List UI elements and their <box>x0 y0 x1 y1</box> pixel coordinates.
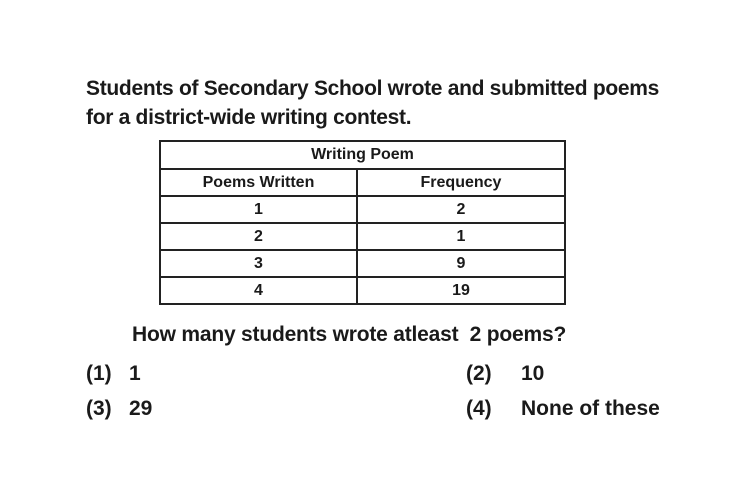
table-header-row <box>160 169 565 196</box>
table-cell-poems: 2 <box>160 223 357 250</box>
frequency-table <box>159 140 566 305</box>
table-cell-frequency: 9 <box>357 250 565 277</box>
option-value: 29 <box>129 397 153 420</box>
table-row <box>160 250 565 277</box>
column-header-poems-written: Poems Written <box>160 169 357 196</box>
answer-option-2[interactable] <box>466 362 545 386</box>
option-number: (4) <box>466 397 492 420</box>
option-number: (1) <box>86 362 112 385</box>
option-value: 1 <box>129 362 141 385</box>
table-cell-frequency: 19 <box>357 277 565 304</box>
intro-line-1: Students of Secondary School wrote and submitted poems <box>86 77 660 100</box>
answer-option-4[interactable] <box>466 397 660 421</box>
table-row <box>160 277 565 304</box>
answer-option-1[interactable] <box>86 362 141 386</box>
table-title: Writing Poem <box>160 141 565 169</box>
option-number: (2) <box>466 362 492 385</box>
question-prompt: How many students wrote atleast 2 poems? <box>132 323 567 346</box>
table-row <box>160 223 565 250</box>
table-row <box>160 196 565 223</box>
table-cell-poems: 1 <box>160 196 357 223</box>
option-number: (3) <box>86 397 112 420</box>
question-intro <box>86 74 726 132</box>
option-value: 10 <box>521 362 545 385</box>
table-cell-poems: 4 <box>160 277 357 304</box>
answer-option-3[interactable] <box>86 397 153 421</box>
column-header-frequency: Frequency <box>357 169 565 196</box>
table-cell-poems: 3 <box>160 250 357 277</box>
table-cell-frequency: 2 <box>357 196 565 223</box>
option-value: None of these <box>521 397 660 420</box>
table-cell-frequency: 1 <box>357 223 565 250</box>
table-title-row <box>160 141 565 169</box>
intro-line-2: for a district-wide writing contest. <box>86 106 412 129</box>
